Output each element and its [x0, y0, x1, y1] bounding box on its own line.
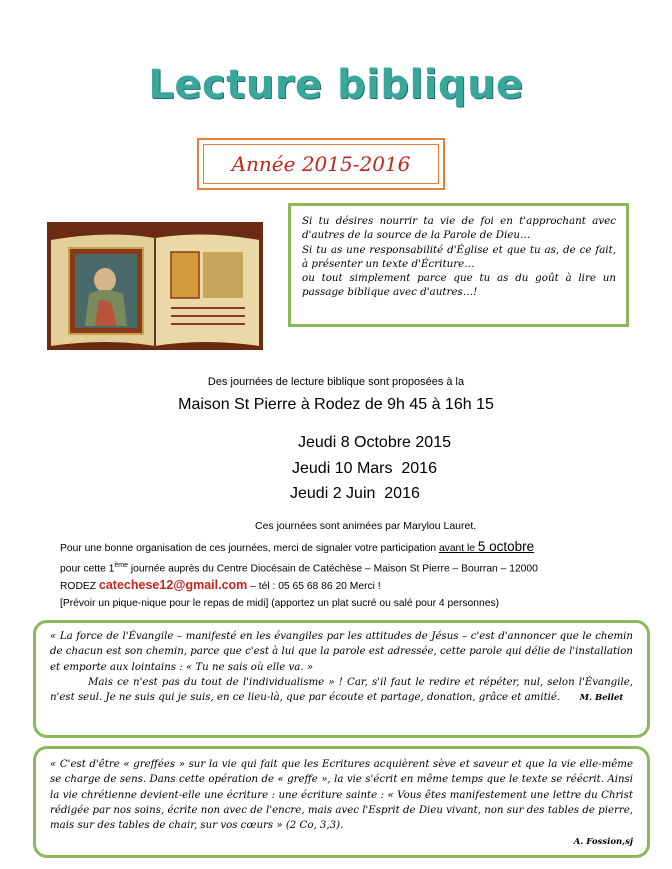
- intro-line-1: Si tu désires nourrir ta vie de foi en t'approchant avec d'autres de la source de la Parole de Dieu…: [302, 215, 616, 242]
- year-label: Année 2015-2016: [203, 144, 439, 184]
- org-text: journée auprès du Centre Diocésain de Catéchèse – Maison St Pierre – Bourran – 12000: [128, 563, 538, 575]
- manuscript-image: [47, 222, 263, 350]
- quote-signature: M. Bellet: [579, 693, 624, 704]
- quote-box-fossion: [33, 746, 650, 858]
- picnic-note: [Prévoir un pique-nique pour le repas de midi] (apportez un plat sucré ou salé pour 4 personnes): [60, 598, 500, 610]
- deadline-prefix: avant le: [438, 543, 478, 554]
- phone-text: – tél : 05 65 68 86 20 Merci !: [247, 581, 381, 593]
- org-text: pour cette 1: [60, 563, 115, 575]
- deadline-date: 5 octobre: [477, 539, 535, 554]
- registration-info: [60, 538, 660, 612]
- intro-sentence: Des journées de lecture biblique sont proposées à la: [207, 376, 465, 388]
- date-item: Jeudi 8 Octobre 2015: [298, 434, 451, 451]
- email-link[interactable]: catechese12@gmail.com: [98, 578, 248, 593]
- intro-line-3: ou tout simplement parce que tu as du goût à lire un passage biblique avec d'autres…!: [302, 272, 616, 299]
- quote-text: Mais ce n'est pas du tout de l'individualisme » ! Car, s'il faut le redire et répéter, nul, selon l'Évangile, n'est seul. Je ne suis qui je suis, en ce lieu-là, que par écoute et partage, donation, grâce et amitié.: [50, 676, 633, 704]
- quote-box-bellet: [33, 620, 650, 738]
- intro-line-2: Si tu as une responsabilité d'Église et que tu as, de ce fait, à présenter un texte d'Écriture…: [302, 243, 616, 270]
- date-item: Jeudi 2 Juin 2016: [290, 485, 420, 502]
- animator-line: Ces journées sont animées par Marylou Lauret.: [255, 520, 477, 532]
- org-text: Pour une bonne organisation de ces journées, merci de signaler votre participation: [60, 543, 439, 554]
- org-text: RODEZ: [60, 581, 99, 593]
- ordinal-sup: ème: [114, 562, 129, 569]
- deadline: [438, 539, 535, 554]
- quote-signature: A. Fossion,sj: [573, 837, 633, 848]
- quote-text: « La force de l'Évangile – manifesté en les évangiles par les attitudes de Jésus – c'est d'annoncer que le chemin de chacun est son chemin, parce que c'est à lui que la parole est adressée, cette parole qui délie de l'installation et emporte aux lointains : « Tu ne sais où elle va. »: [50, 631, 633, 673]
- year-box: [197, 138, 445, 190]
- date-list: [290, 430, 451, 507]
- page-title: Lecture biblique: [148, 62, 524, 108]
- intro-box: [288, 203, 629, 327]
- date-item: Jeudi 10 Mars 2016: [292, 459, 437, 477]
- quote-text: « C'est d'être « greffées » sur la vie qui fait que les Ecritures acquièrent sève et saveur et que la vie elle-même se charge de sens. Dans cette opération de « greffe », la vie s'écrit en même temps que le texte se réécrit. Ainsi la vie chrétienne devient-elle une écriture : une écriture sainte : « Vous êtes manifestement une lettre du Christ rédigée par nos soins, écrite non avec de l'encre, mais avec l'Esprit de Dieu vivant, non sur des tables de pierre, mais sur des tables de chair, sur vos cœurs » (2 Co, 3,3).: [50, 759, 633, 832]
- location-time: Maison St Pierre à Rodez de 9h 45 à 16h 15: [178, 396, 494, 413]
